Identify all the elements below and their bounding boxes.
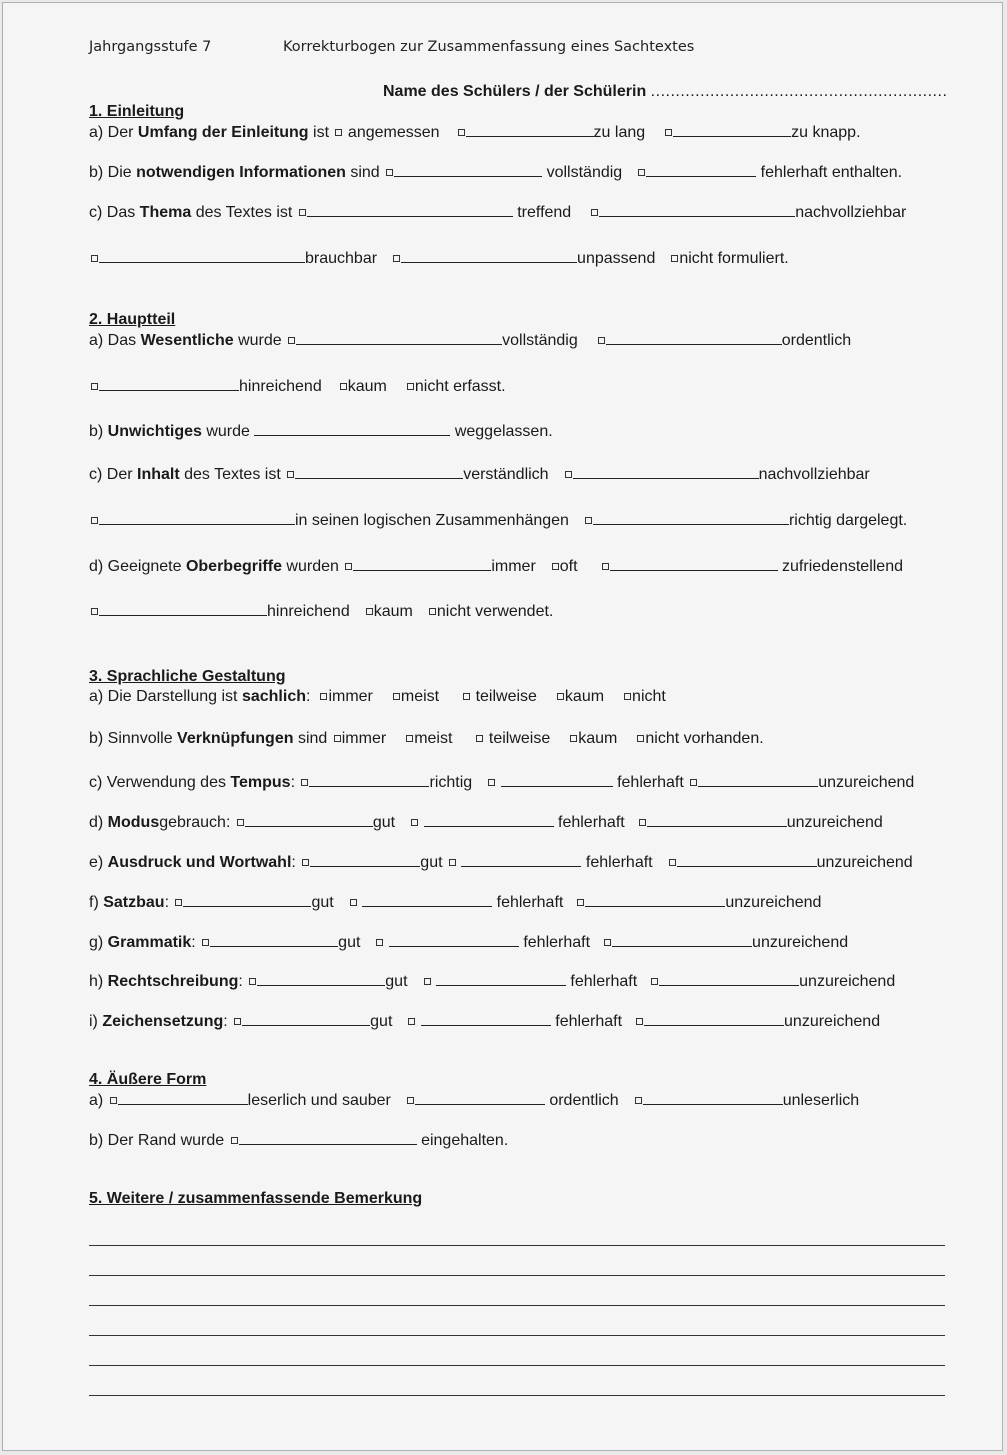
checkbox[interactable] — [350, 899, 357, 906]
s1-row-a — [89, 122, 861, 143]
s2b-bold: Unwichtiges — [107, 423, 202, 440]
checkbox[interactable] — [376, 939, 383, 946]
s1a-opt2: zu lang — [593, 124, 646, 141]
checkbox[interactable] — [557, 693, 564, 700]
comment-line[interactable] — [89, 1305, 945, 1306]
s3a-opt: immer — [328, 688, 373, 705]
s3i-opt: unzureichend — [784, 1013, 881, 1030]
checkbox[interactable] — [110, 1097, 117, 1104]
blank-line[interactable] — [421, 1011, 551, 1026]
s1c-opt2: nachvollziehbar — [795, 204, 907, 221]
s4b-opt1: eingehalten. — [421, 1132, 509, 1149]
s1b-mid: sind — [345, 164, 385, 181]
blank-line[interactable] — [296, 330, 502, 345]
checkbox[interactable] — [602, 563, 609, 570]
course-label: Jahrgangsstufe 7 — [89, 39, 212, 55]
s2-row-d — [89, 556, 903, 577]
checkbox[interactable] — [406, 735, 413, 742]
name-dots: ............................................................ — [650, 83, 948, 100]
s3-row-b — [89, 729, 764, 749]
s3-row-f — [89, 892, 821, 913]
s2a-opt2: ordentlich — [781, 332, 852, 349]
section-3-heading: 3. Sprachliche Gestaltung — [89, 668, 286, 685]
checkbox[interactable] — [598, 337, 605, 344]
colon: : — [191, 934, 196, 951]
s2c-opt3: in seinen logischen Zusammenhängen — [295, 512, 569, 529]
blank-line[interactable] — [573, 464, 759, 479]
checkbox[interactable] — [552, 563, 559, 570]
checkbox[interactable] — [91, 383, 98, 390]
checkbox[interactable] — [639, 819, 646, 826]
s3b-opt: kaum — [578, 730, 618, 747]
s3i-pre: i) — [89, 1013, 103, 1030]
s3d-opt: fehlerhaft — [558, 814, 625, 831]
s3c-opt: fehlerhaft — [617, 774, 684, 791]
s3c-pre: c) Verwendung des — [89, 774, 231, 791]
s3g-opt: fehlerhaft — [523, 934, 591, 951]
checkbox[interactable] — [429, 608, 436, 615]
s1c-pre: c) Das — [89, 204, 140, 221]
s1a-pre: a) Der — [89, 124, 138, 141]
blank-line[interactable] — [646, 162, 756, 177]
s2c-opt4: richtig dargelegt. — [788, 512, 908, 529]
s4a-opt: leserlich und sauber — [247, 1092, 391, 1109]
s2d-bold: Oberbegriffe — [185, 558, 282, 575]
s3i-opt: fehlerhaft — [555, 1013, 623, 1030]
s1b-opt1: vollständig — [546, 164, 623, 181]
s1c-opt3: brauchbar — [305, 250, 378, 267]
s1-row-b — [89, 162, 902, 183]
s3h-opt: fehlerhaft — [570, 973, 638, 990]
s2d-opt4: hinreichend — [267, 603, 350, 620]
blank-line[interactable] — [677, 852, 817, 867]
s3-row-d — [89, 812, 883, 833]
s3h-bold: Rechtschreibung — [107, 973, 239, 990]
comment-line[interactable] — [89, 1395, 945, 1396]
colon: : — [291, 854, 296, 871]
s2a-pre: a) Das — [89, 332, 141, 349]
checkbox[interactable] — [234, 1018, 241, 1025]
checkbox[interactable] — [393, 693, 400, 700]
s2a-bold: Wesentliche — [140, 332, 234, 349]
checkbox[interactable] — [91, 255, 98, 262]
s3i-bold: Zeichensetzung — [102, 1013, 224, 1030]
s2-row-c — [89, 464, 870, 485]
s2d-opt3: zufriedenstellend — [782, 558, 903, 575]
s2b-pre: b) — [89, 423, 108, 440]
checkbox[interactable] — [320, 693, 327, 700]
s3f-bold: Satzbau — [103, 894, 165, 911]
checkbox[interactable] — [449, 859, 456, 866]
checkbox[interactable] — [345, 563, 352, 570]
comment-line[interactable] — [89, 1365, 945, 1366]
name-label: Name des Schülers / der Schülerin — [383, 83, 647, 100]
s2-row-d2 — [89, 601, 553, 622]
checkbox[interactable] — [637, 735, 644, 742]
s3e-bold: Ausdruck und Wortwahl — [107, 854, 292, 871]
blank-line[interactable] — [389, 932, 519, 947]
colon: : — [290, 774, 296, 791]
s3g-bold: Grammatik — [107, 934, 192, 951]
s3b-pre: b) Sinnvolle — [89, 730, 178, 747]
s3a-pre: a) Die Darstellung ist — [89, 688, 242, 705]
s1c-opt5: nicht formuliert. — [679, 250, 789, 267]
blank-line[interactable] — [606, 330, 782, 345]
blank-line[interactable] — [210, 932, 338, 947]
section-5-heading: 5. Weitere / zusammenfassende Bemerkung — [89, 1190, 423, 1207]
s1c-mid: des Textes ist — [191, 204, 297, 221]
s1-row-c — [89, 202, 906, 223]
s3h-opt: unzureichend — [799, 973, 896, 990]
s3e-pre: e) — [89, 854, 108, 871]
checkbox[interactable] — [577, 899, 584, 906]
s3e-opt: gut — [420, 854, 443, 871]
checkbox[interactable] — [458, 129, 465, 136]
blank-line[interactable] — [362, 892, 492, 907]
s2d-opt1: immer — [491, 558, 536, 575]
checkbox[interactable] — [604, 939, 611, 946]
blank-line[interactable] — [353, 556, 491, 571]
s1b-pre: b) Die — [89, 164, 137, 181]
s2a-opt5: nicht erfasst. — [414, 378, 506, 395]
blank-line[interactable] — [610, 556, 778, 571]
colon: : — [164, 894, 170, 911]
s1a-bold: Umfang der Einleitung — [137, 124, 309, 141]
blank-line[interactable] — [585, 892, 725, 907]
s2a-mid: wurde — [233, 332, 287, 349]
s2-row-b — [89, 421, 553, 442]
checkbox[interactable] — [299, 209, 306, 216]
blank-line[interactable] — [599, 202, 795, 217]
student-name-line[interactable] — [383, 82, 947, 102]
s1c-opt4: unpassend — [577, 250, 656, 267]
s3b-bold: Verknüpfungen — [177, 730, 294, 747]
blank-line[interactable] — [415, 1090, 545, 1105]
s2d-mid: wurden — [281, 558, 344, 575]
s3d-opt: gut — [372, 814, 396, 831]
checkbox[interactable] — [651, 978, 658, 985]
s3c-opt: richtig — [429, 774, 473, 791]
blank-line[interactable] — [295, 464, 463, 479]
s4-row-a — [89, 1090, 859, 1111]
s3-row-a — [89, 687, 666, 707]
section-4-heading: 4. Äußere Form — [89, 1071, 207, 1088]
blank-line[interactable] — [310, 852, 420, 867]
s3b-opt: teilweise — [488, 730, 551, 747]
s3a-opt: nicht — [632, 688, 666, 705]
checkbox[interactable] — [249, 978, 256, 985]
checkbox[interactable] — [488, 779, 495, 786]
s2d-opt6: nicht verwendet. — [436, 603, 554, 620]
blank-line[interactable] — [118, 1090, 248, 1105]
checkbox[interactable] — [591, 209, 598, 216]
s2-row-a2 — [89, 376, 506, 397]
s3c-bold: Tempus — [230, 774, 291, 791]
s4a-opt: unleserlich — [782, 1092, 860, 1109]
s2b-mid: wurde — [201, 423, 255, 440]
s2c-opt2: nachvollziehbar — [758, 466, 870, 483]
s3-row-h — [89, 971, 895, 992]
s3a-colon: : — [305, 688, 311, 705]
checkbox[interactable] — [585, 517, 592, 524]
checkbox[interactable] — [301, 779, 308, 786]
s3a-bold: sachlich — [241, 688, 306, 705]
checkbox[interactable] — [366, 608, 373, 615]
blank-line[interactable] — [424, 812, 554, 827]
checkbox[interactable] — [671, 255, 678, 262]
blank-line[interactable] — [183, 892, 311, 907]
s1c-bold: Thema — [139, 204, 192, 221]
s1b-bold: notwendigen Informationen — [136, 164, 346, 181]
checkbox[interactable] — [476, 735, 483, 742]
checkbox[interactable] — [424, 978, 431, 985]
s3-row-e — [89, 852, 913, 873]
blank-line[interactable] — [239, 1130, 417, 1145]
s3b-mid: sind — [293, 730, 332, 747]
checkbox[interactable] — [335, 129, 342, 136]
checkbox[interactable] — [231, 1137, 238, 1144]
checkbox[interactable] — [237, 819, 244, 826]
colon: : — [223, 1013, 228, 1030]
colon: : — [238, 973, 243, 990]
s3c-opt: unzureichend — [818, 774, 915, 791]
checkbox[interactable] — [91, 608, 98, 615]
s4a-opt: ordentlich — [549, 1092, 619, 1109]
s4a-pre: a) — [89, 1092, 108, 1109]
s3d-pre: d) — [89, 814, 108, 831]
blank-line[interactable] — [644, 1011, 784, 1026]
s3g-opt: gut — [338, 934, 361, 951]
s2c-opt1: verständlich — [463, 466, 549, 483]
blank-line[interactable] — [593, 510, 789, 525]
comment-line[interactable] — [89, 1245, 945, 1246]
checkbox[interactable] — [91, 517, 98, 524]
checkbox[interactable] — [690, 779, 697, 786]
section-2-heading: 2. Hauptteil — [89, 311, 176, 328]
s2-row-c2 — [89, 510, 907, 531]
s3-row-i — [89, 1011, 880, 1032]
checkbox[interactable] — [665, 129, 672, 136]
blank-line[interactable] — [309, 772, 429, 787]
s2c-bold: Inhalt — [137, 466, 180, 483]
s3b-opt: meist — [414, 730, 453, 747]
s1a-opt3: zu knapp. — [791, 124, 861, 141]
checkbox[interactable] — [463, 693, 470, 700]
s3e-opt: fehlerhaft — [585, 854, 653, 871]
checkbox[interactable] — [411, 819, 418, 826]
s2a-opt4: kaum — [347, 378, 387, 395]
s1a-opt1: angemessen — [347, 124, 440, 141]
checkbox[interactable] — [407, 383, 414, 390]
checkbox[interactable] — [287, 471, 294, 478]
checkbox[interactable] — [386, 169, 393, 176]
s3a-opt: teilweise — [475, 688, 537, 705]
s3-row-g — [89, 932, 848, 953]
blank-line[interactable] — [257, 971, 385, 986]
blank-line[interactable] — [612, 932, 752, 947]
checkbox[interactable] — [570, 735, 577, 742]
blank-line[interactable] — [501, 772, 613, 787]
s3a-opt: meist — [400, 688, 440, 705]
s3f-opt: unzureichend — [725, 894, 822, 911]
s3d-opt: unzureichend — [786, 814, 883, 831]
blank-line[interactable] — [245, 812, 373, 827]
s3f-pre: f) — [89, 894, 104, 911]
blank-line[interactable] — [461, 852, 581, 867]
s3d-bold: Modus — [107, 814, 160, 831]
s1b-opt2: fehlerhaft enthalten. — [760, 164, 903, 181]
s2a-opt3: hinreichend — [239, 378, 322, 395]
s3a-opt: kaum — [564, 688, 605, 705]
checkbox[interactable] — [175, 899, 182, 906]
blank-line[interactable] — [466, 122, 594, 137]
blank-line[interactable] — [307, 202, 513, 217]
blank-line[interactable] — [242, 1011, 370, 1026]
checkbox[interactable] — [635, 1097, 642, 1104]
section-1-heading: 1. Einleitung — [89, 103, 185, 120]
s4-row-b — [89, 1130, 508, 1151]
checkbox[interactable] — [638, 169, 645, 176]
checkbox[interactable] — [636, 1018, 643, 1025]
s3e-opt: unzureichend — [816, 854, 913, 871]
s3h-pre: h) — [89, 973, 108, 990]
blank-line[interactable] — [99, 376, 239, 391]
s3g-pre: g) — [89, 934, 108, 951]
s1-row-c2 — [89, 248, 789, 269]
blank-line[interactable] — [698, 772, 818, 787]
s3f-opt: fehlerhaft — [496, 894, 564, 911]
s2c-mid: des Textes ist — [179, 466, 286, 483]
document-title: Korrekturbogen zur Zusammenfassung eines Sachtextes — [283, 39, 695, 55]
checkbox[interactable] — [334, 735, 341, 742]
blank-line[interactable] — [647, 812, 787, 827]
s2d-opt2: oft — [559, 558, 578, 575]
checkbox[interactable] — [408, 1018, 415, 1025]
blank-line[interactable] — [99, 510, 295, 525]
s3b-opt: nicht vorhanden. — [645, 730, 764, 747]
worksheet-page — [2, 2, 1003, 1451]
blank-line[interactable] — [99, 601, 267, 616]
s3i-opt: gut — [370, 1013, 393, 1030]
s1c-opt1: treffend — [517, 204, 572, 221]
s4b-pre: b) Der Rand wurde — [89, 1132, 229, 1149]
s3-row-c — [89, 772, 914, 793]
s2c-pre: c) Der — [89, 466, 137, 483]
comment-line[interactable] — [89, 1275, 945, 1276]
checkbox[interactable] — [624, 693, 631, 700]
blank-line[interactable] — [643, 1090, 783, 1105]
blank-line[interactable] — [99, 248, 305, 263]
checkbox[interactable] — [669, 859, 676, 866]
s3g-opt: unzureichend — [752, 934, 849, 951]
checkbox[interactable] — [302, 859, 309, 866]
blank-line[interactable] — [401, 248, 577, 263]
checkbox[interactable] — [340, 383, 347, 390]
checkbox[interactable] — [565, 471, 572, 478]
s3d-post: gebrauch: — [159, 814, 231, 831]
s2a-opt1: vollständig — [502, 332, 578, 349]
blank-line[interactable] — [673, 122, 791, 137]
blank-line[interactable] — [659, 971, 799, 986]
s3h-opt: gut — [385, 973, 408, 990]
s2d-opt5: kaum — [373, 603, 413, 620]
s2d-pre: d) Geeignete — [89, 558, 186, 575]
blank-line[interactable] — [436, 971, 566, 986]
s2b-opt1: weggelassen. — [454, 423, 553, 440]
checkbox[interactable] — [288, 337, 295, 344]
comment-line[interactable] — [89, 1335, 945, 1336]
s1a-mid: ist — [308, 124, 334, 141]
s3b-opt: immer — [341, 730, 387, 747]
s3f-opt: gut — [311, 894, 334, 911]
checkbox[interactable] — [407, 1097, 414, 1104]
checkbox[interactable] — [393, 255, 400, 262]
blank-line[interactable] — [254, 421, 450, 436]
s2-row-a — [89, 330, 851, 351]
blank-line[interactable] — [394, 162, 542, 177]
checkbox[interactable] — [202, 939, 209, 946]
